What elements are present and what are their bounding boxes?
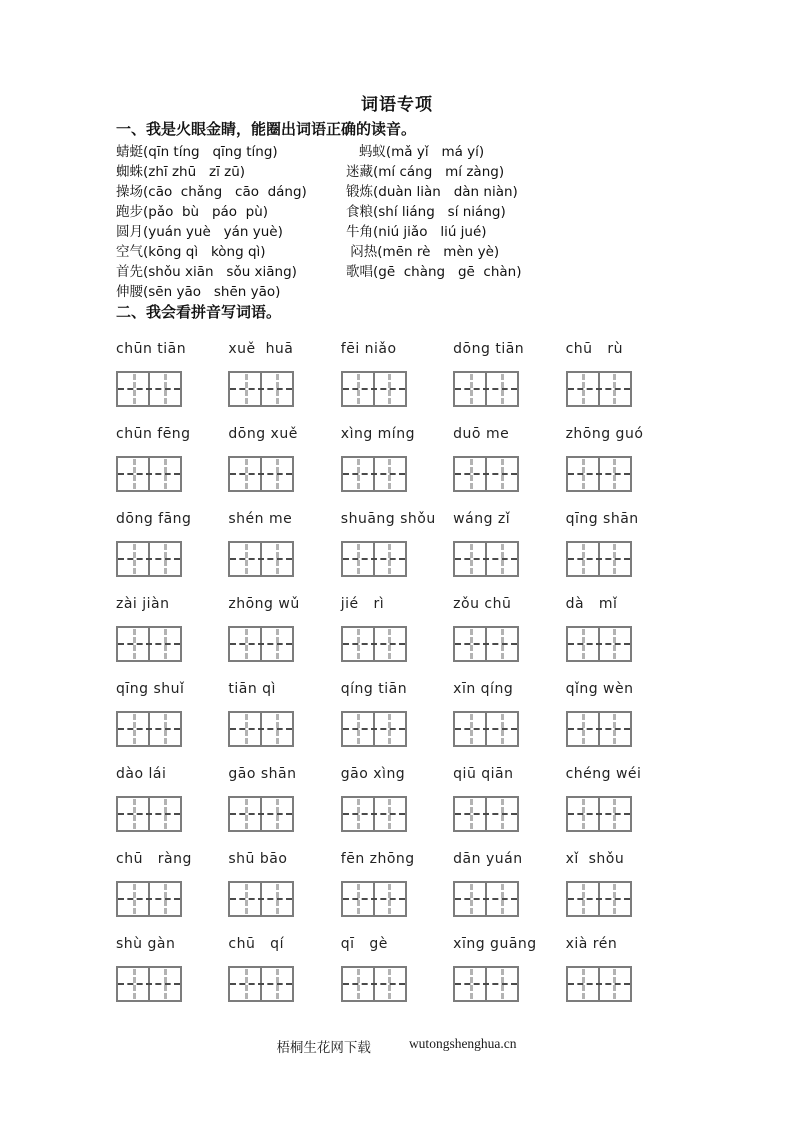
grid-dashed-line <box>276 629 279 659</box>
writing-grid <box>116 456 182 492</box>
pinyin-label: fēi niǎo <box>340 341 397 357</box>
writing-grid <box>116 626 182 662</box>
grid-dashed-line <box>357 884 360 914</box>
writing-grid <box>341 966 407 1002</box>
grid-column <box>341 456 453 492</box>
pinyin-label-row <box>116 508 678 528</box>
grid-dashed-line <box>582 374 585 404</box>
grid-dashed-line <box>501 799 504 829</box>
pinyin-label: zhōng guó <box>565 426 644 442</box>
grid-dashed-line <box>582 629 585 659</box>
pinyin-label: qīng shuǐ <box>116 681 185 697</box>
pinyin-column <box>341 848 453 868</box>
pinyin-column <box>116 678 228 698</box>
pinyin-label: qiū qiān <box>453 766 514 782</box>
pinyin-label: duō me <box>453 426 510 442</box>
pinyin-label-row <box>116 848 678 868</box>
pinyin-label: chū qí <box>228 936 284 952</box>
grid-column <box>453 541 565 577</box>
grid-dashed-line <box>582 544 585 574</box>
grid-dashed-line <box>470 459 473 489</box>
word-row <box>116 142 678 162</box>
pinyin-column <box>341 933 453 953</box>
pinyin-column <box>341 508 453 528</box>
pinyin-label: tiān qì <box>228 681 276 697</box>
grid-dashed-line <box>470 629 473 659</box>
writing-grid <box>228 796 294 832</box>
pinyin-row-block <box>116 933 678 1002</box>
pinyin-label: chū rù <box>565 341 623 357</box>
grid-dashed-line <box>388 544 391 574</box>
writing-grid <box>453 966 519 1002</box>
pinyin-label: qíng tiān <box>340 681 408 697</box>
pinyin-row-block <box>116 593 678 662</box>
grid-column <box>116 711 228 747</box>
writing-grid-row <box>116 626 678 662</box>
pinyin-label: shū bāo <box>228 851 288 867</box>
word-row <box>116 222 678 242</box>
writing-grid <box>228 966 294 1002</box>
grid-dashed-line <box>470 969 473 999</box>
word-row <box>116 282 678 302</box>
grid-column <box>453 881 565 917</box>
pinyin-column <box>566 593 678 613</box>
pinyin-column <box>453 848 565 868</box>
grid-dashed-line <box>501 884 504 914</box>
writing-grid <box>566 456 632 492</box>
word-row <box>116 182 678 202</box>
pinyin-label-row <box>116 423 678 443</box>
grid-dashed-line <box>357 629 360 659</box>
grid-dashed-line <box>245 544 248 574</box>
grid-column <box>341 881 453 917</box>
writing-grid <box>228 456 294 492</box>
writing-grid <box>341 626 407 662</box>
grid-dashed-line <box>276 714 279 744</box>
grid-column <box>116 456 228 492</box>
pinyin-label: chéng wéi <box>565 766 642 782</box>
pinyin-label: chū ràng <box>116 851 192 867</box>
grid-dashed-line <box>276 884 279 914</box>
pinyin-label: zǒu chū <box>453 596 512 612</box>
word-item-right: 蚂蚁(mǎ yǐ má yí) <box>346 144 485 160</box>
grid-dashed-line <box>501 544 504 574</box>
pinyin-column <box>453 508 565 528</box>
pinyin-label: chūn tiān <box>116 341 187 357</box>
grid-column <box>341 371 453 407</box>
grid-dashed-line <box>357 544 360 574</box>
grid-dashed-line <box>133 459 136 489</box>
pinyin-column <box>116 763 228 783</box>
grid-column <box>566 966 678 1002</box>
grid-dashed-line <box>613 459 616 489</box>
word-item-right: 歌唱(gē chàng gē chàn) <box>346 264 522 280</box>
writing-grid <box>228 881 294 917</box>
pinyin-column <box>453 593 565 613</box>
grid-dashed-line <box>613 799 616 829</box>
pinyin-label-row <box>116 763 678 783</box>
pinyin-column <box>566 763 678 783</box>
grid-dashed-line <box>501 629 504 659</box>
writing-grid <box>453 456 519 492</box>
writing-grid <box>453 626 519 662</box>
worksheet-content <box>116 95 678 1018</box>
grid-dashed-line <box>276 544 279 574</box>
grid-column <box>116 371 228 407</box>
grid-dashed-line <box>357 459 360 489</box>
grid-dashed-line <box>613 544 616 574</box>
grid-dashed-line <box>582 969 585 999</box>
writing-grid <box>228 371 294 407</box>
grid-dashed-line <box>582 799 585 829</box>
pinyin-column <box>341 423 453 443</box>
pinyin-column <box>116 338 228 358</box>
writing-grid <box>453 371 519 407</box>
pinyin-label: xuě huā <box>228 341 294 357</box>
pinyin-column <box>453 678 565 698</box>
pinyin-label: qī gè <box>340 936 388 952</box>
pinyin-label-row <box>116 338 678 358</box>
grid-dashed-line <box>470 884 473 914</box>
writing-grid <box>228 541 294 577</box>
grid-column <box>566 711 678 747</box>
pinyin-column <box>228 338 340 358</box>
grid-column <box>453 966 565 1002</box>
pinyin-column <box>228 678 340 698</box>
grid-dashed-line <box>164 544 167 574</box>
grid-column <box>341 626 453 662</box>
pinyin-label: zài jiàn <box>116 596 170 612</box>
grid-column <box>566 541 678 577</box>
writing-grid <box>341 541 407 577</box>
pinyin-row-block <box>116 508 678 577</box>
grid-column <box>116 626 228 662</box>
grid-column <box>116 541 228 577</box>
grid-dashed-line <box>388 884 391 914</box>
grid-column <box>116 966 228 1002</box>
writing-grid <box>453 796 519 832</box>
pinyin-label: gāo xìng <box>340 766 406 782</box>
writing-grid <box>341 796 407 832</box>
writing-grid <box>116 711 182 747</box>
grid-column <box>566 626 678 662</box>
page-footer <box>0 1036 793 1056</box>
word-item-right: 迷藏(mí cáng mí zàng) <box>346 164 505 180</box>
pinyin-label: shén me <box>228 511 293 527</box>
pinyin-label: xià rén <box>565 936 618 952</box>
pinyin-label: dōng xuě <box>228 426 298 442</box>
pinyin-column <box>566 933 678 953</box>
pinyin-column <box>341 678 453 698</box>
grid-column <box>453 711 565 747</box>
grid-dashed-line <box>164 629 167 659</box>
grid-dashed-line <box>501 374 504 404</box>
word-item-right: 食粮(shí liáng sí niáng) <box>346 204 506 220</box>
pinyin-column <box>116 593 228 613</box>
pinyin-column <box>116 508 228 528</box>
grid-column <box>228 711 340 747</box>
grid-dashed-line <box>245 969 248 999</box>
grid-column <box>341 966 453 1002</box>
pinyin-label: shù gàn <box>116 936 176 952</box>
pinyin-label: qǐng wèn <box>565 681 634 697</box>
grid-dashed-line <box>276 374 279 404</box>
section2-pinyin-grid-list <box>116 338 678 1002</box>
grid-dashed-line <box>133 884 136 914</box>
writing-grid <box>116 541 182 577</box>
grid-dashed-line <box>164 374 167 404</box>
pinyin-row-block <box>116 848 678 917</box>
pinyin-label-row <box>116 678 678 698</box>
grid-column <box>228 966 340 1002</box>
writing-grid <box>566 796 632 832</box>
pinyin-column <box>228 848 340 868</box>
writing-grid-row <box>116 881 678 917</box>
grid-dashed-line <box>388 714 391 744</box>
word-row <box>116 262 678 282</box>
grid-dashed-line <box>470 799 473 829</box>
footer-site-url: wutongshenghua.cn <box>408 1036 517 1051</box>
grid-dashed-line <box>164 799 167 829</box>
grid-dashed-line <box>357 374 360 404</box>
pinyin-label-row <box>116 593 678 613</box>
grid-dashed-line <box>582 459 585 489</box>
word-row <box>116 242 678 262</box>
grid-dashed-line <box>245 459 248 489</box>
pinyin-column <box>116 848 228 868</box>
pinyin-column <box>116 933 228 953</box>
word-item-right: 锻炼(duàn liàn dàn niàn) <box>346 184 518 200</box>
pinyin-column <box>228 933 340 953</box>
grid-dashed-line <box>388 459 391 489</box>
grid-column <box>566 796 678 832</box>
grid-column <box>341 796 453 832</box>
grid-dashed-line <box>245 799 248 829</box>
grid-column <box>566 881 678 917</box>
word-item-left: 圆月(yuán yuè yán yuè) <box>116 224 283 240</box>
writing-grid <box>116 371 182 407</box>
pinyin-column <box>566 678 678 698</box>
writing-grid <box>116 966 182 1002</box>
footer-site-name: 梧桐生花网下载 <box>276 1040 371 1055</box>
pinyin-label: wáng zǐ <box>453 511 511 527</box>
grid-dashed-line <box>501 969 504 999</box>
grid-dashed-line <box>470 544 473 574</box>
pinyin-label: qīng shān <box>565 511 639 527</box>
grid-dashed-line <box>164 459 167 489</box>
pinyin-column <box>566 508 678 528</box>
grid-column <box>341 711 453 747</box>
grid-dashed-line <box>357 714 360 744</box>
word-item-left: 空气(kōng qì kòng qì) <box>116 244 266 260</box>
writing-grid <box>341 456 407 492</box>
word-item-right: 牛角(niú jiǎo liú jué) <box>346 224 487 240</box>
pinyin-column <box>228 508 340 528</box>
grid-dashed-line <box>501 714 504 744</box>
writing-grid-row <box>116 541 678 577</box>
pinyin-label: fēn zhōng <box>340 851 415 867</box>
section1-heading: 一、我是火眼金睛，能圈出词语正确的读音。 <box>116 121 417 138</box>
grid-dashed-line <box>133 969 136 999</box>
section2-heading: 二、我会看拼音写词语。 <box>116 304 282 321</box>
pinyin-row-block <box>116 678 678 747</box>
word-item-left: 蜻蜓(qīn tíng qīng tíng) <box>116 144 278 160</box>
pinyin-column <box>228 593 340 613</box>
word-item-right: 闷热(mēn rè mèn yè) <box>346 244 500 260</box>
grid-column <box>228 371 340 407</box>
pinyin-row-block <box>116 338 678 407</box>
word-item-left: 蜘蛛(zhī zhū zī zū) <box>116 164 246 180</box>
grid-column <box>116 796 228 832</box>
grid-dashed-line <box>613 884 616 914</box>
writing-grid <box>566 881 632 917</box>
grid-dashed-line <box>133 714 136 744</box>
grid-dashed-line <box>133 544 136 574</box>
writing-grid <box>341 881 407 917</box>
pinyin-row-block <box>116 423 678 492</box>
pinyin-label: dōng tiān <box>453 341 525 357</box>
pinyin-column <box>453 763 565 783</box>
grid-dashed-line <box>582 884 585 914</box>
writing-grid <box>116 881 182 917</box>
word-row <box>116 202 678 222</box>
pinyin-label: dān yuán <box>453 851 523 867</box>
grid-dashed-line <box>388 969 391 999</box>
pinyin-column <box>341 593 453 613</box>
writing-grid <box>228 711 294 747</box>
pinyin-column <box>116 423 228 443</box>
pinyin-label: dōng fāng <box>116 511 192 527</box>
pinyin-column <box>566 423 678 443</box>
page-title: 词语专项 <box>361 95 433 114</box>
grid-dashed-line <box>582 714 585 744</box>
writing-grid <box>566 626 632 662</box>
grid-dashed-line <box>164 884 167 914</box>
grid-dashed-line <box>470 714 473 744</box>
section1-word-list <box>116 142 678 302</box>
grid-dashed-line <box>470 374 473 404</box>
pinyin-label: dào lái <box>116 766 167 782</box>
pinyin-column <box>341 338 453 358</box>
pinyin-label: jié rì <box>340 596 385 612</box>
writing-grid <box>453 881 519 917</box>
writing-grid <box>228 626 294 662</box>
writing-grid <box>453 541 519 577</box>
writing-grid <box>566 711 632 747</box>
grid-column <box>228 456 340 492</box>
grid-dashed-line <box>276 969 279 999</box>
word-row <box>116 162 678 182</box>
writing-grid <box>341 711 407 747</box>
grid-dashed-line <box>133 374 136 404</box>
grid-dashed-line <box>245 629 248 659</box>
grid-dashed-line <box>501 459 504 489</box>
grid-dashed-line <box>245 884 248 914</box>
pinyin-column <box>453 338 565 358</box>
grid-dashed-line <box>276 459 279 489</box>
grid-column <box>453 626 565 662</box>
writing-grid <box>453 711 519 747</box>
grid-dashed-line <box>388 374 391 404</box>
grid-dashed-line <box>613 629 616 659</box>
grid-column <box>116 881 228 917</box>
grid-dashed-line <box>133 799 136 829</box>
grid-column <box>228 881 340 917</box>
grid-column <box>566 456 678 492</box>
writing-grid <box>341 371 407 407</box>
pinyin-label: xìng míng <box>340 426 415 442</box>
grid-dashed-line <box>388 799 391 829</box>
grid-dashed-line <box>245 714 248 744</box>
grid-dashed-line <box>613 374 616 404</box>
grid-dashed-line <box>613 969 616 999</box>
writing-grid-row <box>116 796 678 832</box>
pinyin-label: dà mǐ <box>565 596 618 612</box>
pinyin-column <box>341 763 453 783</box>
pinyin-label: chūn fēng <box>116 426 191 442</box>
grid-dashed-line <box>613 714 616 744</box>
grid-dashed-line <box>357 799 360 829</box>
word-item-left: 首先(shǒu xiān sǒu xiāng) <box>116 264 297 280</box>
pinyin-label: xīng guāng <box>453 936 537 952</box>
pinyin-column <box>453 933 565 953</box>
grid-column <box>228 796 340 832</box>
grid-column <box>341 541 453 577</box>
grid-dashed-line <box>133 629 136 659</box>
grid-dashed-line <box>276 799 279 829</box>
grid-column <box>453 371 565 407</box>
grid-dashed-line <box>245 374 248 404</box>
pinyin-label: xīn qíng <box>453 681 514 697</box>
writing-grid-row <box>116 456 678 492</box>
writing-grid <box>566 541 632 577</box>
pinyin-column <box>228 423 340 443</box>
writing-grid <box>566 966 632 1002</box>
grid-column <box>228 541 340 577</box>
word-item-left: 跑步(pǎo bù páo pù) <box>116 204 269 220</box>
word-item-left: 伸腰(sēn yāo shēn yāo) <box>116 284 281 300</box>
grid-dashed-line <box>388 629 391 659</box>
grid-column <box>566 371 678 407</box>
grid-dashed-line <box>164 969 167 999</box>
writing-grid-row <box>116 371 678 407</box>
writing-grid-row <box>116 966 678 1002</box>
writing-grid <box>566 371 632 407</box>
grid-column <box>453 796 565 832</box>
writing-grid-row <box>116 711 678 747</box>
grid-column <box>228 626 340 662</box>
pinyin-column <box>228 763 340 783</box>
pinyin-label-row <box>116 933 678 953</box>
writing-grid <box>116 796 182 832</box>
pinyin-label: xǐ shǒu <box>565 851 625 867</box>
pinyin-column <box>566 338 678 358</box>
pinyin-column <box>453 423 565 443</box>
pinyin-column <box>566 848 678 868</box>
grid-dashed-line <box>357 969 360 999</box>
word-item-left: 操场(cāo chǎng cāo dáng) <box>116 184 307 200</box>
grid-dashed-line <box>164 714 167 744</box>
pinyin-label: gāo shān <box>228 766 297 782</box>
pinyin-label: zhōng wǔ <box>228 596 300 612</box>
pinyin-label: shuāng shǒu <box>340 511 436 527</box>
grid-column <box>453 456 565 492</box>
pinyin-row-block <box>116 763 678 832</box>
